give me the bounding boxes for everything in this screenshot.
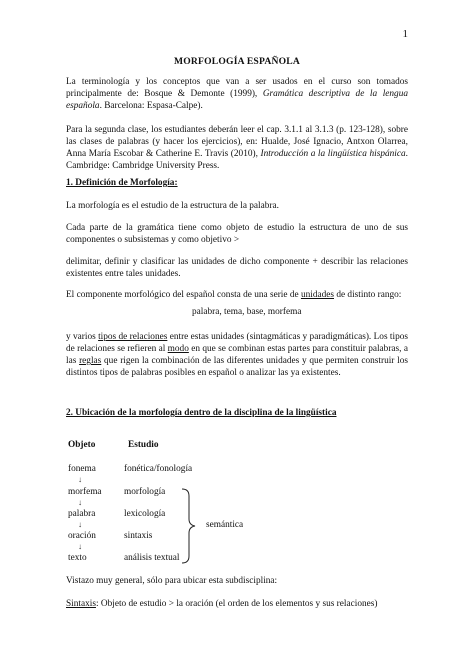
overview-sentence: Vistazo muy general, sólo para ubicar esta subdisciplina: bbox=[66, 576, 278, 586]
curly-brace-icon bbox=[180, 488, 200, 564]
intro-paragraph-1: La terminología y los conceptos que van a ser usados en el curso son tomados principalmente de: Bosque & Demonte (1999), Gramática descriptiva de la lengua española. Barcelona: Espasa-Calpe). bbox=[66, 77, 408, 112]
objeto-fonema: fonema bbox=[68, 464, 96, 474]
relations-paragraph: y varios tipos de relaciones entre estas unidades (sintagmáticas y paradigmáticas). Los tipos de relaciones se refieren al modo en que se combinan estas partes para constituir palabras, a las reglas que rigen la combinación de las diferentes unidades y que permiten construir los distintos tipos de palabras posibles en español o analizar las ya existentes. bbox=[66, 332, 408, 379]
grammar-components-paragraph: Cada parte de la gramática tiene como objeto de estudio la estructura de uno de sus componentes o subsistemas y como objetivo > bbox=[66, 223, 408, 246]
delimit-paragraph: delimitar, definir y clasificar las unidades de dicho componente + describir las relaciones existentes entre tales unidades. bbox=[66, 257, 408, 280]
sintaxis-definition: Sintaxis: Objeto de estudio > la oración (el orden de los elementos y sus relaciones) bbox=[66, 599, 378, 609]
components-paragraph: El componente morfológico del español consta de una serie de unidades de distinto rango: bbox=[66, 290, 402, 300]
down-arrow-icon: ↓ bbox=[78, 542, 82, 551]
page-number: 1 bbox=[402, 28, 408, 40]
section-1-heading: 1. Definición de Morfología: bbox=[66, 178, 178, 188]
estudio-fonetica: fonética/fonología bbox=[124, 464, 193, 474]
objeto-palabra: palabra bbox=[68, 509, 96, 519]
estudio-analisis-textual: análisis textual bbox=[124, 553, 180, 563]
column-header-estudio: Estudio bbox=[128, 440, 159, 450]
intro-paragraph-2: Para la segunda clase, los estudiantes deberán leer el cap. 3.1.1 al 3.1.3 (p. 123-128), sobre las clases de palabras (y hacer los ejercicios), en: Hualde, José Ignacio, Antxon Olarrea, Anna María Escobar & Catherine E. Travis (2010), Introducción a la lingüística hispánica. Cambridge: Cambridge University Press. bbox=[66, 125, 408, 172]
objeto-oracion: oración bbox=[68, 531, 96, 541]
book-title-italic: Introducción a la lingüística hispánica bbox=[260, 149, 406, 160]
objeto-morfema: morfema bbox=[68, 487, 102, 497]
section-2-heading: 2. Ubicación de la morfología dentro de la disciplina de la lingüística bbox=[66, 408, 337, 418]
brace-label-semantica: semántica bbox=[206, 520, 244, 530]
morphology-definition: La morfología es el estudio de la estructura de la palabra. bbox=[66, 201, 279, 211]
estudio-morfologia: morfología bbox=[124, 487, 166, 497]
down-arrow-icon: ↓ bbox=[78, 498, 82, 507]
book-title-italic: Gramática descriptiva de la lengua española bbox=[66, 89, 408, 112]
column-header-objeto: Objeto bbox=[68, 440, 96, 450]
down-arrow-icon: ↓ bbox=[78, 475, 82, 484]
objeto-texto: texto bbox=[68, 553, 87, 563]
sintaxis-term: Sintaxis bbox=[66, 599, 96, 609]
down-arrow-icon: ↓ bbox=[78, 520, 82, 529]
estudio-sintaxis: sintaxis bbox=[124, 531, 153, 541]
units-list: palabra, tema, base, morfema bbox=[192, 307, 302, 317]
page-title: MORFOLOGÍA ESPAÑOLA bbox=[174, 56, 300, 67]
estudio-lexicologia: lexicología bbox=[124, 509, 166, 519]
